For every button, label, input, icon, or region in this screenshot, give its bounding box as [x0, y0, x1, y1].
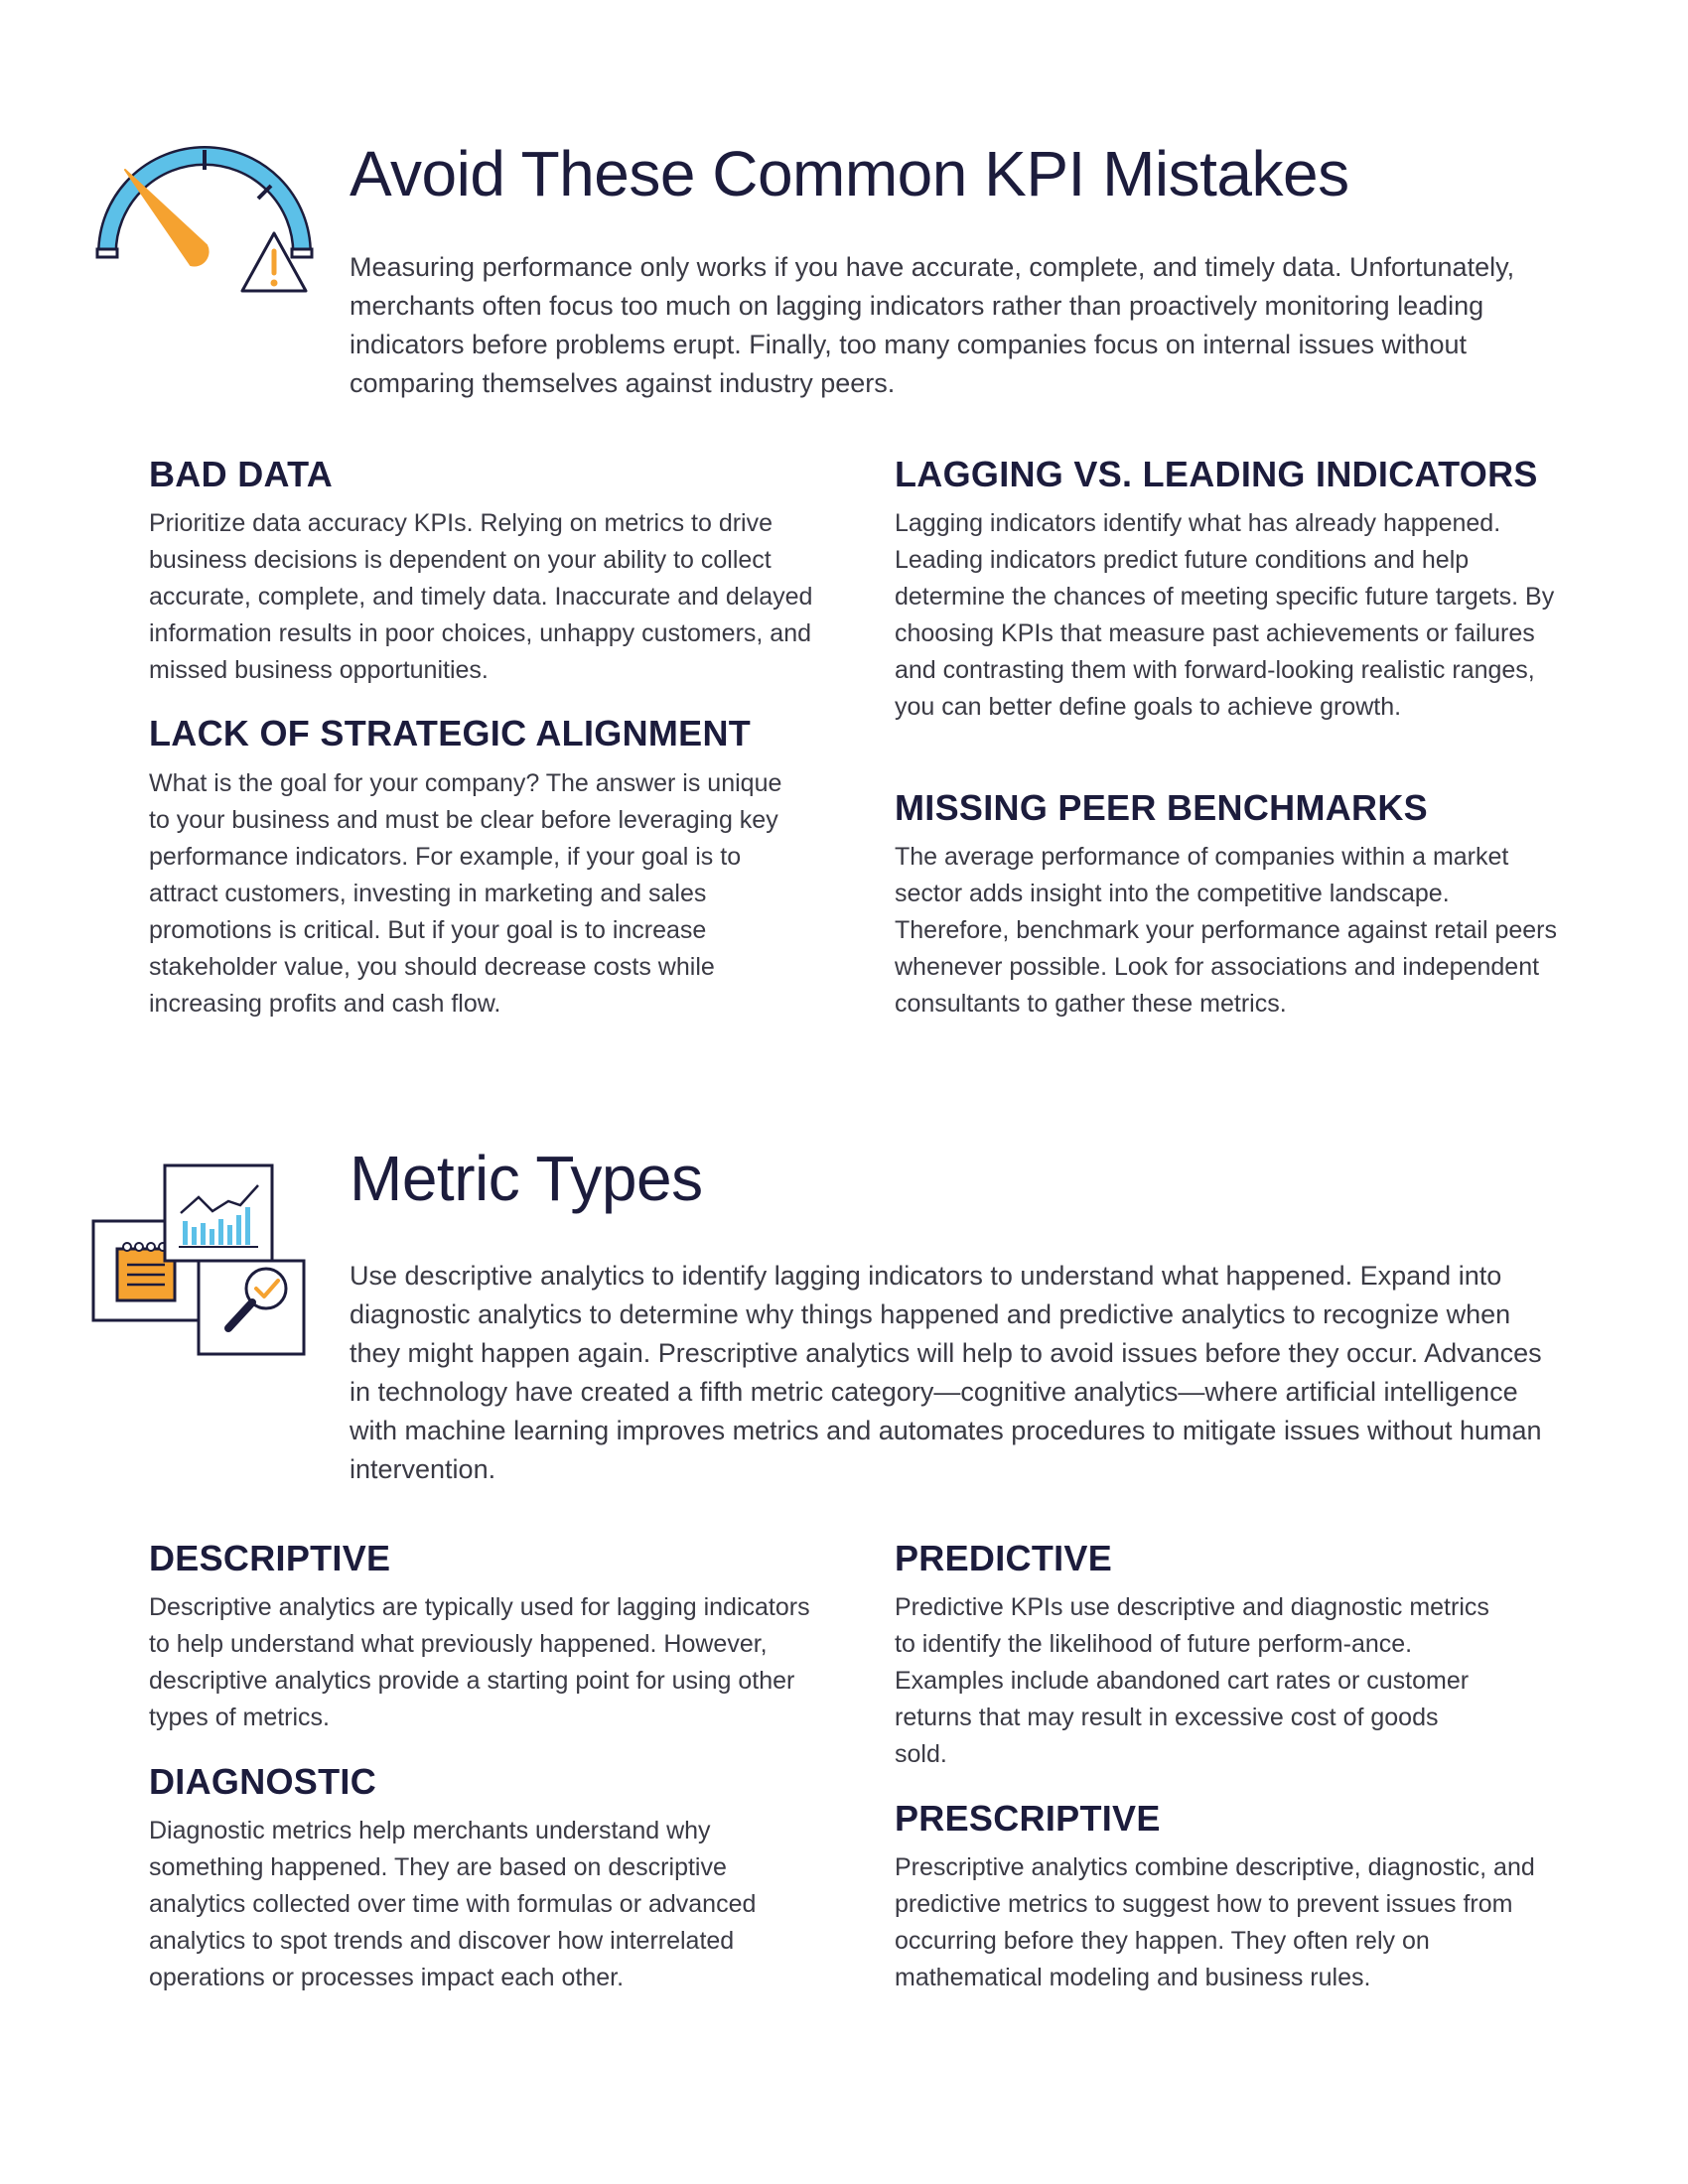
analytics-windows-icon [89, 1161, 308, 1360]
text-lagging-leading: Lagging indicators identify what has already happened. Leading indicators predict future conditions and help determine the chances of meeting specific future targets. By choosing KPIs that measure past achievements or failures and contrasting them with forward-looking realistic ranges, you can better define goals to achieve growth. [895, 509, 1555, 721]
text-diagnostic: Diagnostic metrics help merchants understand why something happened. They are based on descriptive analytics collected over time with formulas or advanced analytics to spot trends and discover how interrelated operations or processes impact each other. [149, 1817, 757, 1991]
text-prescriptive: Prescriptive analytics combine descriptive, diagnostic, and predictive metrics to suggest how to prevent issues from occurring before they happen. They often rely on mathematical modeling and business rules. [895, 1853, 1535, 1991]
heading-lagging-leading: LAGGING VS. LEADING INDICATORS [895, 454, 1538, 494]
text-strategic-alignment: What is the goal for your company? The answer is unique to your business and must be clear before leveraging key performance indicators. For example, if your goal is to attract customers, investing in marketing and sales promotions is critical. But if your goal is to increase stakeholder value, you should decrease costs while increasing profits and cash flow. [149, 769, 782, 1018]
text-bad-data: Prioritize data accuracy KPIs. Relying on metrics to drive business decisions is dependent on your ability to collect accurate, complete, and timely data. Inaccurate and delayed information results in poor choices, unhappy customers, and missed business opportunities. [149, 509, 813, 684]
section-title-metric-types: Metric Types [350, 1143, 703, 1214]
heading-bad-data: BAD DATA [149, 454, 334, 494]
text-predictive: Predictive KPIs use descriptive and diagnostic metrics to identify the likelihood of future perform-ance. Examples include abandoned cart rates or customer returns that may result in excessive cost of goods sold. [895, 1593, 1489, 1768]
text-peer-benchmarks: The average performance of companies within a market sector adds insight into the competitive landscape. Therefore, benchmark your performance against retail peers whenever possible. Look for associations and independent consultants to gather these metrics. [895, 843, 1557, 1018]
heading-strategic-alignment: LACK OF STRATEGIC ALIGNMENT [149, 713, 752, 753]
section-intro-metric-types: Use descriptive analytics to identify lagging indicators to understand what happened. Expand into diagnostic analytics to determine why things happened and predictive analytics to recognize when they might happen again. Prescriptive analytics will help to avoid issues before they occur. Advances in technology have created a fifth metric category—cognitive analytics—where artificial intelligence with machine learning improves metrics and automates procedures to mitigate issues without human intervention. [350, 1261, 1542, 1484]
heading-predictive: PREDICTIVE [895, 1538, 1113, 1578]
heading-peer-benchmarks: MISSING PEER BENCHMARKS [895, 787, 1428, 828]
text-descriptive: Descriptive analytics are typically used for lagging indicators to help understand what previously happened. However, descriptive analytics provide a starting point for using other types of metrics. [149, 1593, 810, 1731]
heading-diagnostic: DIAGNOSTIC [149, 1761, 377, 1802]
section-intro: Measuring performance only works if you have accurate, complete, and timely data. Unfortunately, merchants often focus too much on lagging indicators rather than proactively monitoring leading indicators before problems erupt. Finally, too many companies focus on internal issues without comparing themselves against industry peers. [350, 252, 1515, 398]
page-title: Avoid These Common KPI Mistakes [350, 138, 1349, 209]
heading-prescriptive: PRESCRIPTIVE [895, 1798, 1161, 1839]
speedometer-warning-icon [95, 144, 314, 293]
heading-descriptive: DESCRIPTIVE [149, 1538, 391, 1578]
